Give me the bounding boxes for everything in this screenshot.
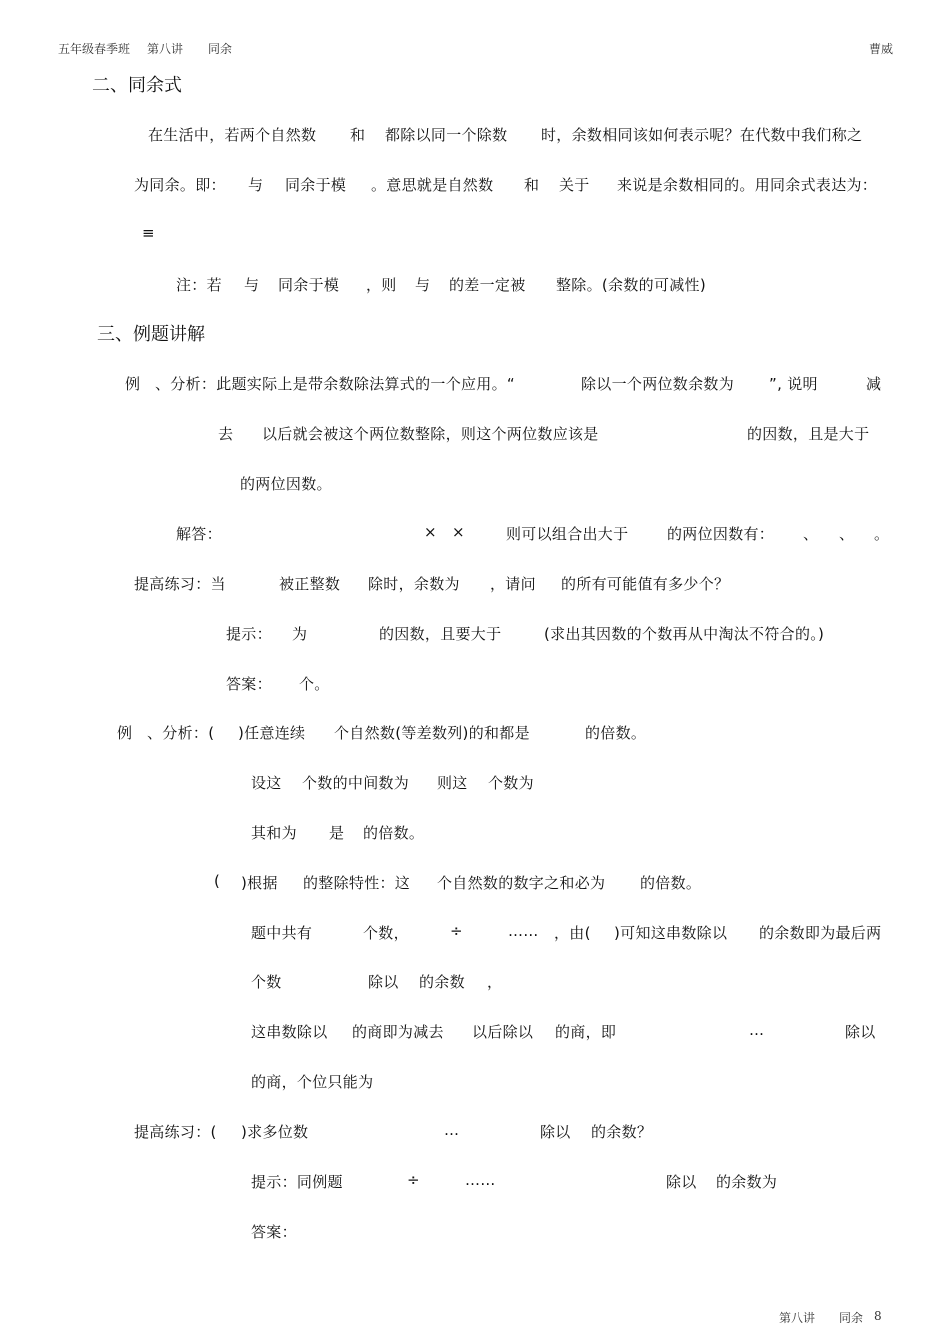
text-fragment: ，	[487, 973, 503, 991]
text-fragment: ÷	[450, 922, 463, 940]
text-fragment: 同余于模	[285, 176, 347, 194]
footer-lecture: 第八讲	[779, 1311, 816, 1325]
text-fragment: (求出其因数的个数再从中淘汰不符合的。)	[544, 625, 825, 643]
text-fragment: 和	[524, 176, 540, 194]
header-class-name: 五年级春季班	[58, 42, 131, 56]
text-fragment: )求多位数	[241, 1123, 309, 1141]
text-fragment: ×	[452, 523, 465, 541]
text-fragment: 答案：	[251, 1223, 297, 1241]
text-fragment: 除以一个两位数余数为	[581, 375, 735, 393]
text-fragment: )任意连续	[238, 724, 306, 742]
text-fragment: 来说是余数相同的。用同余式表达为：	[617, 176, 878, 194]
text-fragment: 的倍数。	[585, 724, 647, 742]
text-fragment: 除以	[540, 1123, 571, 1141]
text-fragment: 的因数，且是大于	[747, 425, 870, 443]
text-fragment: 的余数？	[591, 1123, 653, 1141]
text-fragment: ……	[465, 1171, 496, 1189]
text-fragment: 个数	[251, 973, 282, 991]
text-fragment: ，请问	[490, 575, 536, 593]
text-fragment: (	[214, 872, 221, 890]
text-fragment: 以后除以	[472, 1023, 534, 1041]
text-fragment: 设这	[251, 774, 282, 792]
text-fragment: 的所有可能值有多少个？	[561, 575, 730, 593]
text-fragment: 则可以组合出大于	[506, 525, 629, 543]
text-fragment: 题中共有	[251, 924, 313, 942]
text-fragment: ÷	[407, 1171, 420, 1189]
text-fragment: 是	[329, 824, 345, 842]
text-fragment: 例	[117, 724, 133, 742]
text-fragment: …	[444, 1121, 460, 1139]
text-fragment: 除以	[666, 1173, 697, 1191]
text-fragment: 减	[866, 375, 882, 393]
text-fragment: 个数为	[488, 774, 534, 792]
text-fragment: ×	[424, 523, 437, 541]
text-fragment: 注：若	[176, 276, 222, 294]
text-fragment: 在生活中，若两个自然数	[148, 126, 317, 144]
text-fragment: )可知这串数除以	[614, 924, 728, 942]
text-fragment: 被正整数	[279, 575, 341, 593]
text-fragment: 的两位因数。	[240, 475, 332, 493]
text-fragment: 的商，个位只能为	[251, 1073, 374, 1091]
text-fragment: 除以	[368, 973, 399, 991]
text-fragment: 以后就会被这个两位数整除，则这个两位数应该是	[262, 425, 599, 443]
text-fragment: …	[749, 1021, 765, 1039]
text-fragment: 的整除特性：这	[303, 874, 411, 892]
text-fragment: 的倍数。	[640, 874, 702, 892]
header-lecture: 第八讲	[147, 42, 184, 56]
text-fragment: 整除。(余数的可减性)	[556, 276, 707, 294]
text-fragment: 个自然数(等差数列)的和都是	[334, 724, 530, 742]
text-fragment: 提示：同例题	[251, 1173, 343, 1191]
text-fragment: 答案：	[226, 675, 272, 693]
text-fragment: 提高练习：当	[134, 575, 226, 593]
text-fragment: 、	[803, 525, 819, 543]
footer-page-number: 8	[874, 1309, 882, 1323]
text-fragment: 的商即为减去	[352, 1023, 444, 1041]
text-fragment: 提高练习：(	[134, 1123, 217, 1141]
text-fragment: 的倍数。	[363, 824, 425, 842]
text-fragment: 的余数为	[716, 1173, 778, 1191]
text-fragment: 都除以同一个除数	[385, 126, 508, 144]
text-fragment: 除时，余数为	[368, 575, 460, 593]
text-fragment: 、分析：(	[147, 724, 215, 742]
text-fragment: 则这	[437, 774, 468, 792]
header-topic: 同余	[208, 42, 233, 56]
text-fragment: 的余数即为最后两	[759, 924, 882, 942]
text-fragment: 和	[350, 126, 366, 144]
text-fragment: 这串数除以	[251, 1023, 328, 1041]
text-fragment: 去	[218, 425, 234, 443]
text-fragment: 除以	[845, 1023, 876, 1041]
text-fragment: 例	[125, 375, 141, 393]
text-fragment: 的差一定被	[449, 276, 526, 294]
text-fragment: 与	[248, 176, 264, 194]
text-fragment: ……	[508, 922, 539, 940]
text-fragment: ，则	[366, 276, 397, 294]
text-fragment: 的两位因数有：	[667, 525, 775, 543]
text-fragment: 的因数，且要大于	[379, 625, 502, 643]
text-fragment: 提示：	[226, 625, 272, 643]
text-fragment: 的余数	[419, 973, 465, 991]
text-fragment: 关于	[559, 176, 590, 194]
header-author: 曹威	[869, 42, 894, 56]
text-fragment: 、	[839, 525, 855, 543]
text-fragment: 为同余。即：	[134, 176, 226, 194]
text-fragment: 。意思就是自然数	[371, 176, 494, 194]
text-fragment: ，由(	[554, 924, 591, 942]
text-fragment: 时，余数相同该如何表示呢？在代数中我们称之	[541, 126, 863, 144]
text-fragment: ”, 说明	[769, 375, 818, 393]
text-fragment: 与	[415, 276, 431, 294]
text-fragment: ≡	[142, 224, 155, 242]
text-fragment: 解答：	[176, 525, 222, 543]
text-fragment: 个。	[299, 675, 330, 693]
text-fragment: 个数，	[363, 924, 409, 942]
text-fragment: 。	[874, 525, 890, 543]
section-title-examples: 三、例题讲解	[97, 324, 205, 345]
text-fragment: 同余于模	[278, 276, 340, 294]
text-fragment: 其和为	[251, 824, 297, 842]
text-fragment: 、分析：此题实际上是带余数除法算式的一个应用。“	[155, 375, 515, 393]
text-fragment: )根据	[241, 874, 278, 892]
footer-topic: 同余	[839, 1311, 864, 1325]
text-fragment: 个数的中间数为	[302, 774, 410, 792]
text-fragment: 与	[244, 276, 260, 294]
text-fragment: 个自然数的数字之和必为	[437, 874, 606, 892]
section-title-congruence: 二、同余式	[92, 75, 182, 96]
text-fragment: 为	[292, 625, 308, 643]
text-fragment: 的商，即	[555, 1023, 617, 1041]
